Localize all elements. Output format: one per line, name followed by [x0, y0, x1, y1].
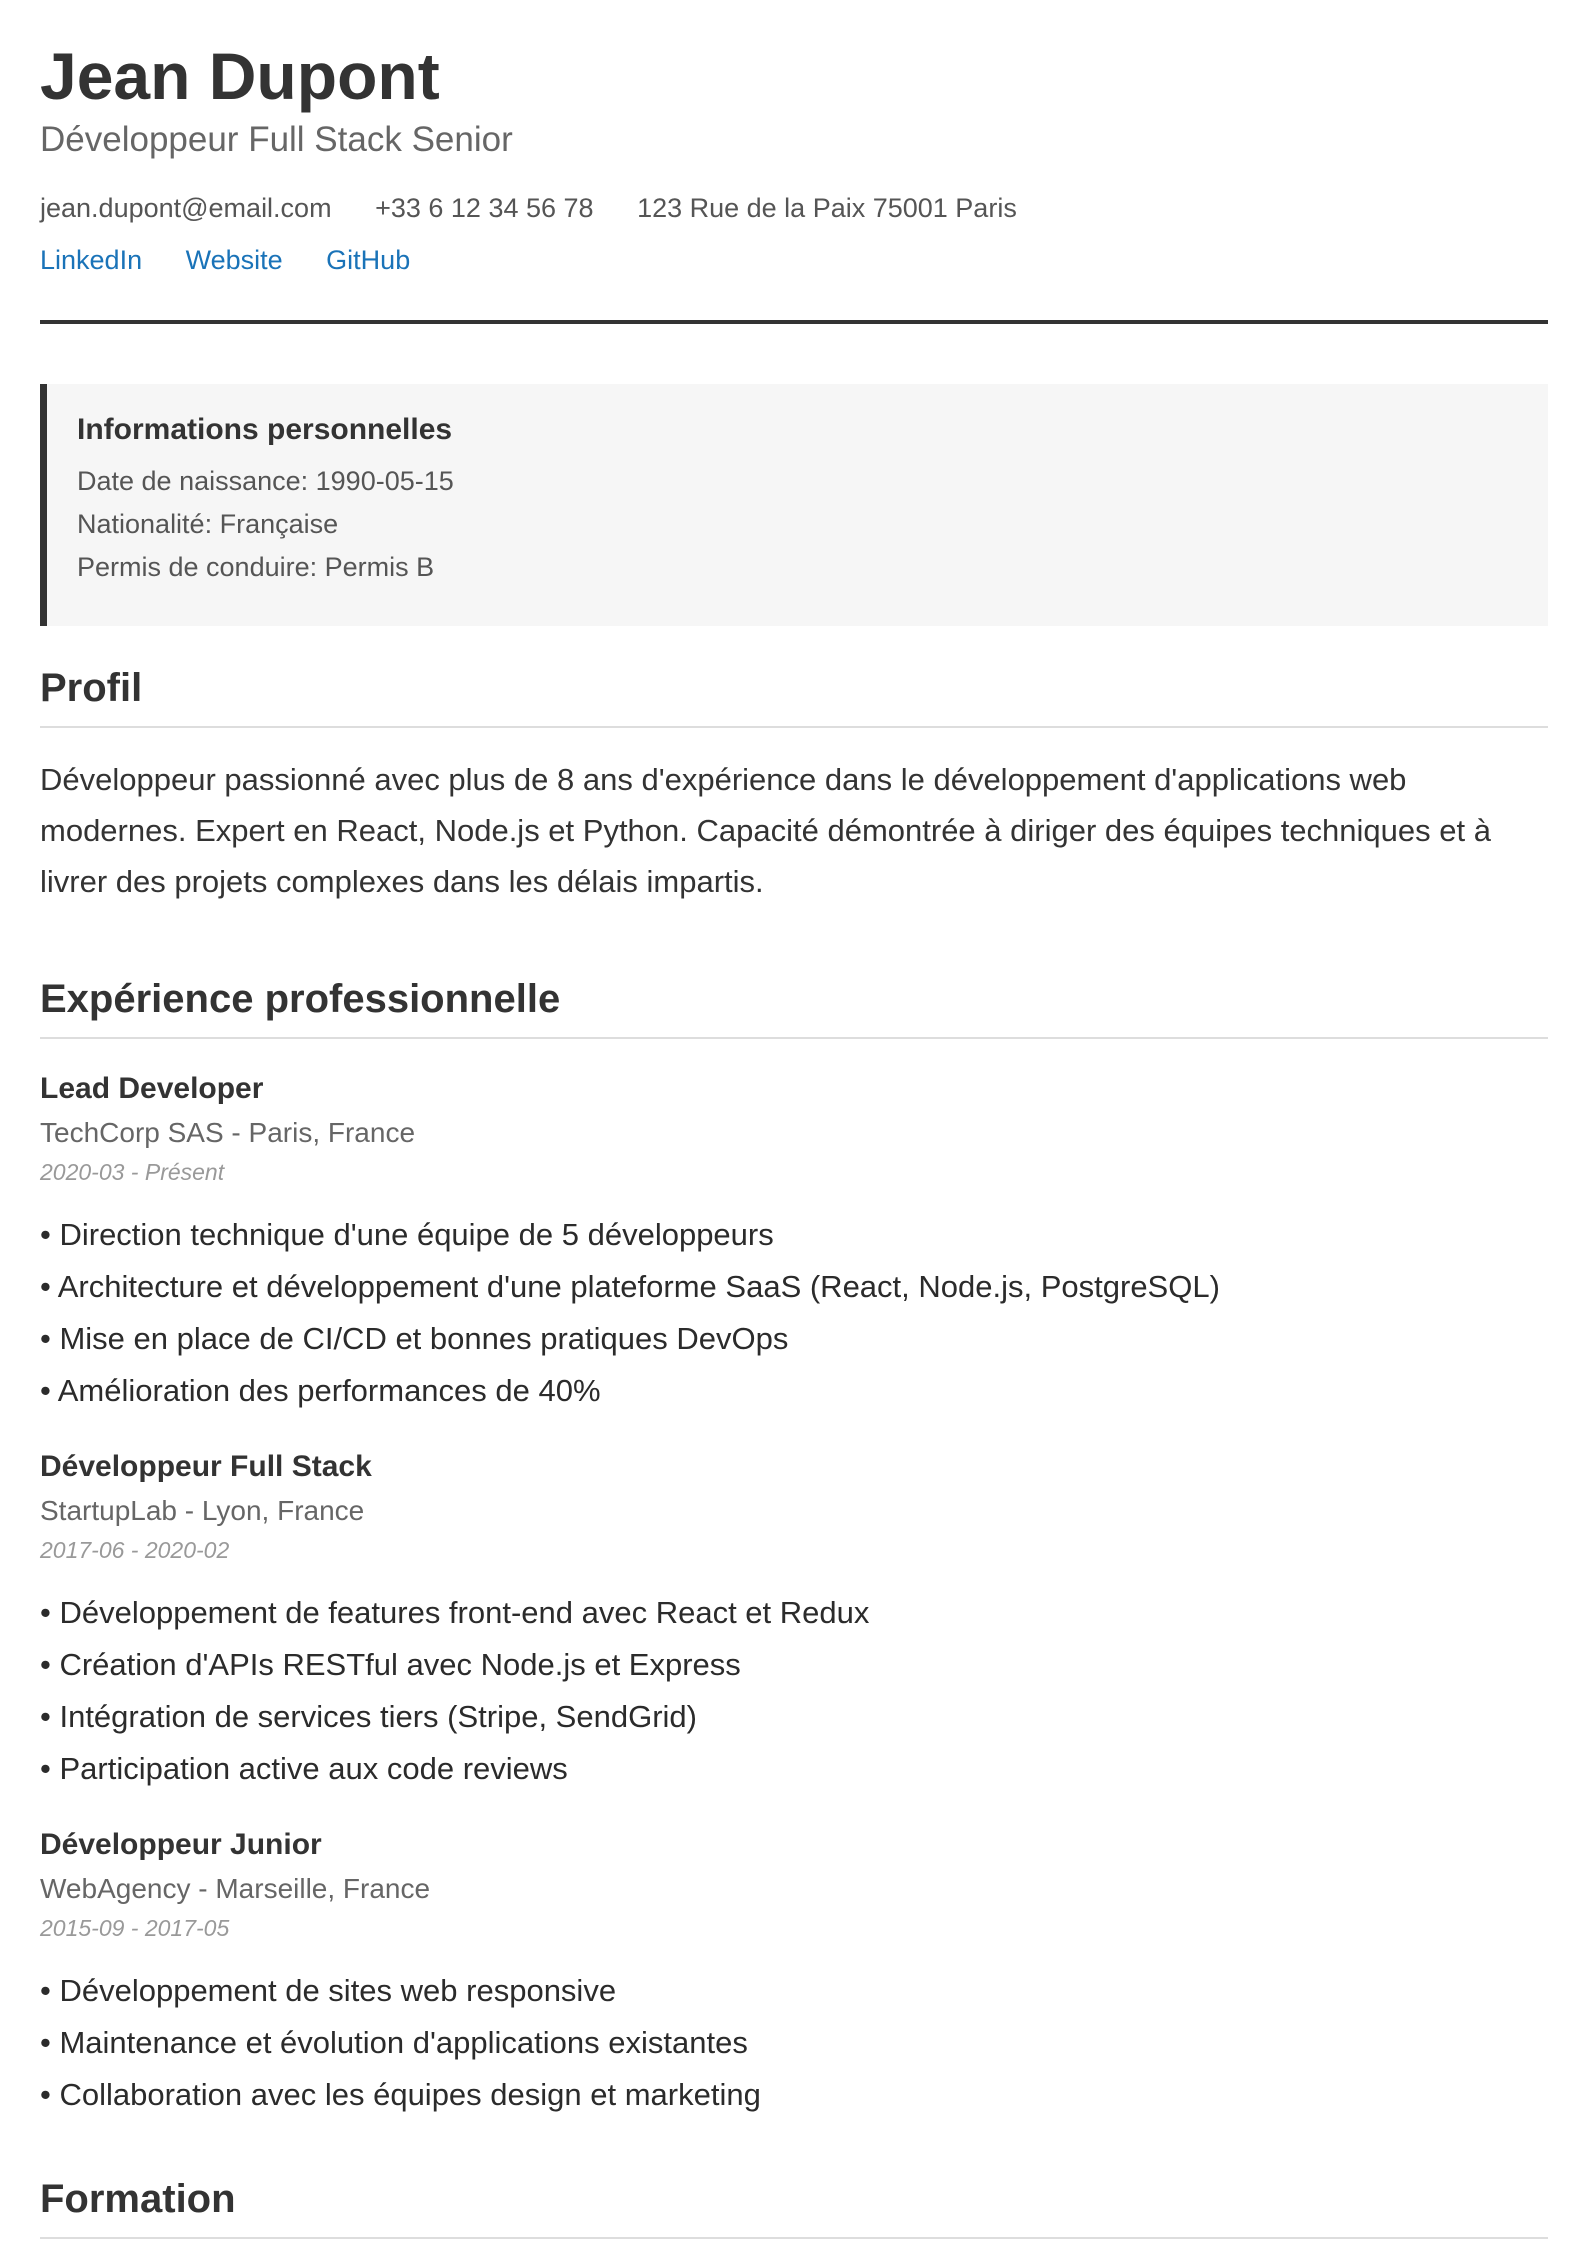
personal-info-box	[40, 384, 1548, 626]
job-title: Développeur Full Stack	[40, 1450, 372, 1483]
profile-text: Développeur passionné avec plus de 8 ans d'expérience dans le développement d'applications web modernes. Expert en React, Node.js et Python. Capacité démontrée à diriger des équipes techniques et à livrer des projets complexes dans les délais impartis.	[40, 762, 1491, 899]
profile-heading: Profil	[40, 662, 1548, 728]
job-entry	[40, 1447, 1548, 1795]
job-company: TechCorp SAS - Paris, France	[40, 1117, 416, 1148]
experience-heading: Expérience professionnelle	[40, 973, 1548, 1039]
job-bullet: • Amélioration des performances de 40%	[40, 1373, 601, 1408]
personal-info-heading: Informations personnelles	[77, 413, 453, 446]
job-bullet: • Participation active aux code reviews	[40, 1751, 568, 1786]
job-bullets	[40, 1965, 1548, 2121]
links-row	[40, 240, 1548, 280]
job-company: WebAgency - Marseille, France	[40, 1873, 431, 1904]
candidate-title: Développeur Full Stack Senior	[40, 120, 513, 159]
nationality: Nationalité: Française	[77, 509, 339, 539]
job-bullets	[40, 1209, 1548, 1417]
job-bullet: • Création d'APIs RESTful avec Node.js et Express	[40, 1647, 741, 1682]
job-bullet: • Intégration de services tiers (Stripe, SendGrid)	[40, 1699, 697, 1734]
job-dates: 2017-06 - 2020-02	[40, 1537, 230, 1563]
contact-phone: +33 6 12 34 56 78	[375, 193, 594, 223]
job-bullet: • Architecture et développement d'une plateforme SaaS (React, Node.js, PostgreSQL)	[40, 1269, 1220, 1304]
website-link[interactable]: Website	[185, 245, 283, 275]
job-bullets	[40, 1587, 1548, 1795]
profile-section	[40, 662, 1548, 907]
contact-row	[40, 188, 1548, 228]
candidate-name: Jean Dupont	[40, 39, 440, 113]
job-bullet: • Direction technique d'une équipe de 5 développeurs	[40, 1217, 774, 1252]
job-bullet: • Collaboration avec les équipes design et marketing	[40, 2077, 761, 2112]
job-bullet: • Maintenance et évolution d'applications existantes	[40, 2025, 748, 2060]
experience-section	[40, 973, 1548, 2121]
contact-email: jean.dupont@email.com	[40, 193, 332, 223]
resume-header	[40, 0, 1548, 324]
job-entry	[40, 1825, 1548, 2121]
job-entry	[40, 1069, 1548, 1417]
job-bullet: • Développement de sites web responsive	[40, 1973, 617, 2008]
job-company: StartupLab - Lyon, France	[40, 1495, 365, 1526]
job-bullet: • Mise en place de CI/CD et bonnes pratiques DevOps	[40, 1321, 789, 1356]
formation-heading: Formation	[40, 2173, 1548, 2239]
github-link[interactable]: GitHub	[326, 245, 411, 275]
job-dates: 2020-03 - Présent	[40, 1159, 225, 1185]
job-dates: 2015-09 - 2017-05	[40, 1915, 230, 1941]
job-bullet: • Développement de features front-end avec React et Redux	[40, 1595, 870, 1630]
job-title: Lead Developer	[40, 1072, 264, 1105]
contact-address: 123 Rue de la Paix 75001 Paris	[637, 193, 1017, 223]
birth-date: Date de naissance: 1990-05-15	[77, 466, 454, 496]
linkedin-link[interactable]: LinkedIn	[40, 245, 143, 275]
driving-license: Permis de conduire: Permis B	[77, 552, 435, 582]
formation-section	[40, 2173, 1548, 2239]
job-title: Développeur Junior	[40, 1828, 322, 1861]
